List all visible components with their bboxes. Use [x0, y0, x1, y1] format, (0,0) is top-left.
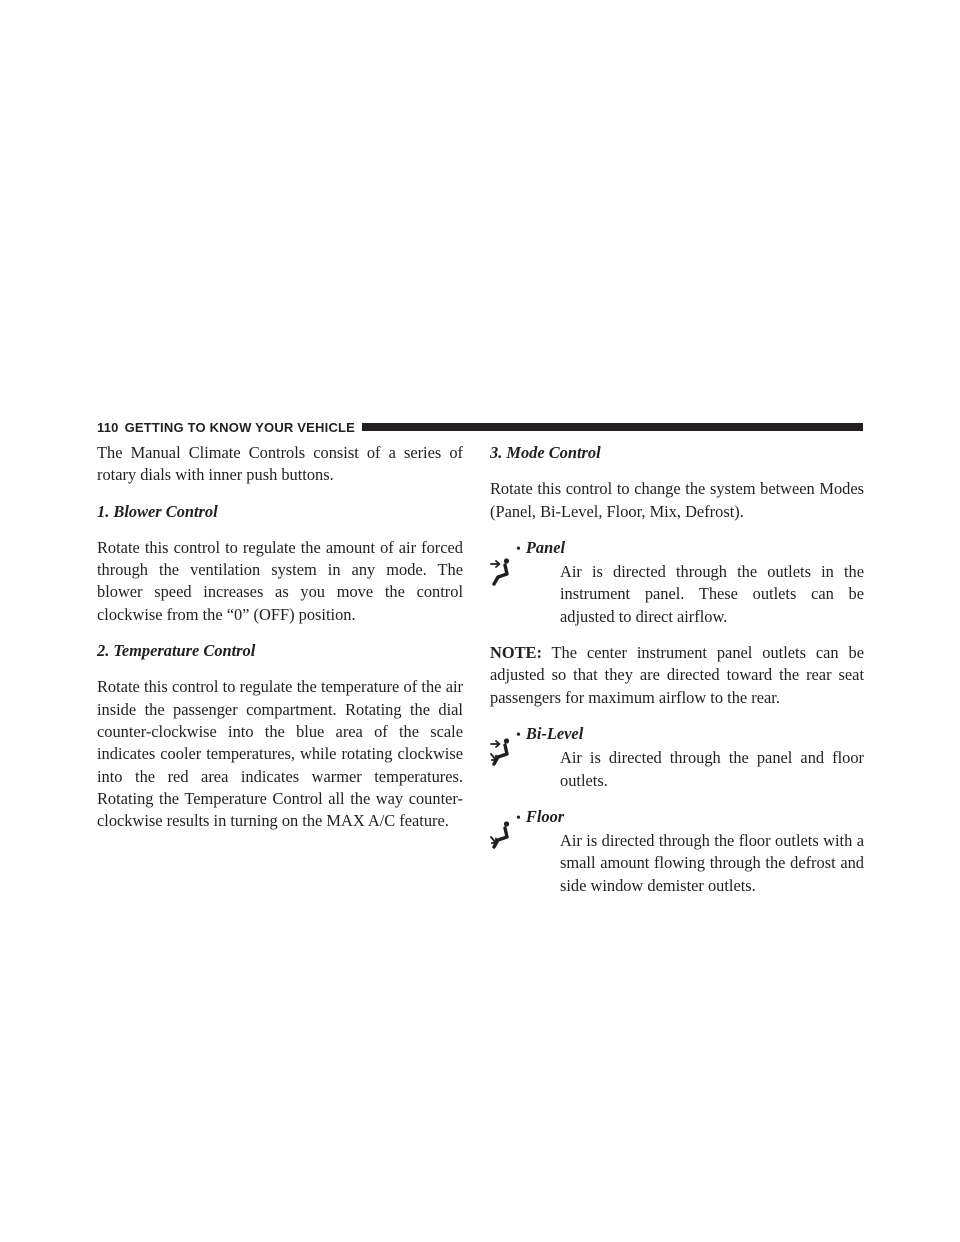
temperature-control-text: Rotate this control to regulate the temperature of the air inside the passenger compartment. Rotating the dial counter-clockwise into the blue area of the scale indicates cooler temperatures, while rotating clockwise into the red area indicates warmer temperatures. Rotating the Temperature Control all the way counter-clockwise results in turning on the MAX A/C feature.: [97, 677, 463, 831]
page-number: 110: [97, 419, 119, 435]
mode-desc-floor: Air is directed through the floor outlets with a small amount flowing through the defrost and side window demister outlets.: [560, 831, 864, 895]
temperature-control-heading: 2. Temperature Control: [97, 641, 256, 661]
floor-mode-icon: [490, 820, 518, 850]
mode-label-floor: Floor: [525, 806, 565, 826]
header-rule: [362, 423, 863, 431]
bullet: •: [516, 727, 521, 743]
mode-desc-bi-level: Air is directed through the panel and floor outlets.: [560, 748, 864, 790]
note-paragraph: [490, 642, 864, 709]
mode-control-heading: 3. Mode Control: [490, 443, 601, 462]
page-header: [97, 419, 863, 435]
mode-item-bi-level: [490, 723, 864, 792]
bullet: •: [516, 541, 521, 557]
mode-label-panel: Panel: [525, 537, 566, 557]
panel-mode-icon: [490, 557, 518, 587]
mode-control-text: Rotate this control to change the system between Modes (Panel, Bi-Level, Floor, Mix, Defrost).: [490, 479, 864, 521]
blower-control-heading: 1. Blower Control: [97, 501, 218, 521]
bi-level-mode-icon: [490, 737, 518, 767]
right-column: [490, 442, 864, 911]
bullet: •: [516, 810, 521, 826]
intro-paragraph: The Manual Climate Controls consist of a series of rotary dials with inner push buttons.: [97, 443, 463, 485]
blower-control-text: Rotate this control to regulate the amount of air forced through the ventilation system in any mode. The blower speed increases as you move the control clockwise from the “0” (OFF) position.: [97, 537, 463, 624]
left-column: [97, 442, 463, 846]
note-text: The center instrument panel outlets can be adjusted so that they are directed toward the rear seat passengers for maximum airflow to the rear.: [490, 643, 864, 707]
mode-label-bi-level: Bi-Level: [525, 723, 584, 743]
mode-desc-panel: Air is directed through the outlets in the instrument panel. These outlets can be adjusted to direct airflow.: [560, 562, 864, 626]
section-title: GETTING TO KNOW YOUR VEHICLE: [124, 419, 356, 435]
note-label: NOTE:: [490, 643, 542, 663]
mode-item-floor: [490, 806, 864, 897]
mode-item-panel: [490, 537, 864, 628]
